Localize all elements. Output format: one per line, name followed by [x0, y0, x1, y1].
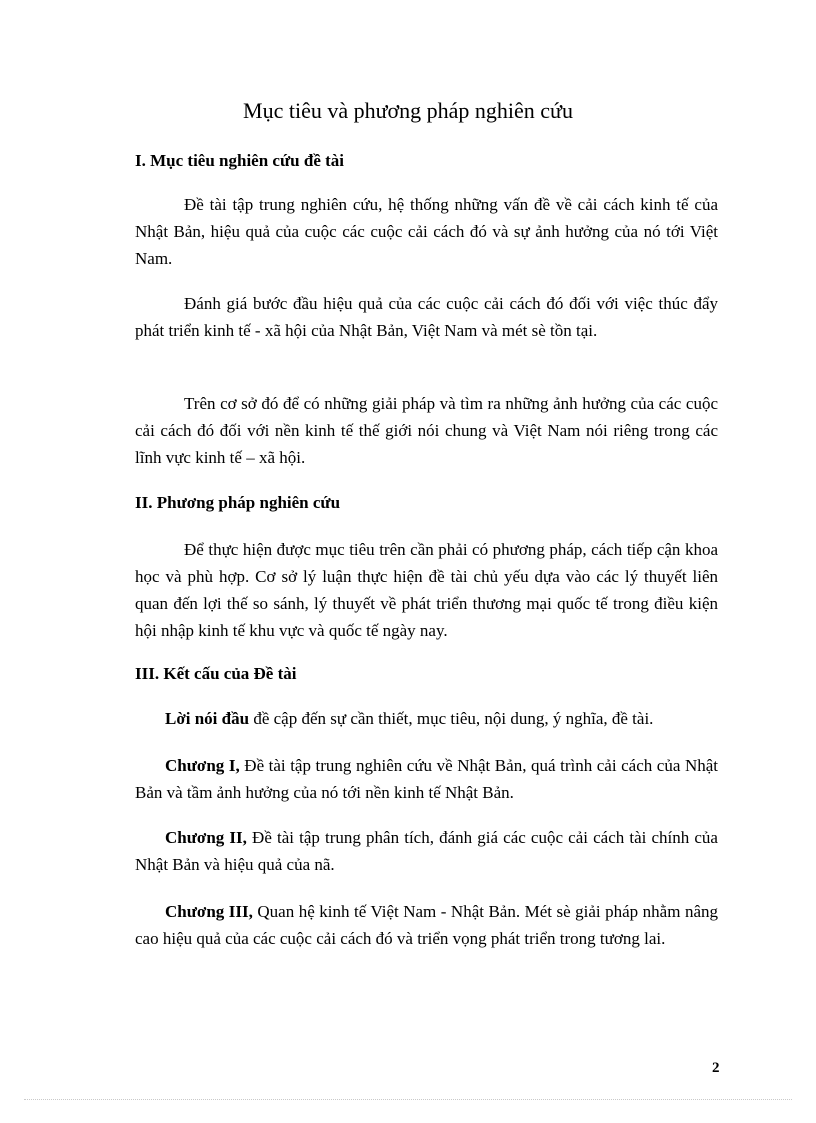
section-heading-objectives: I. Mục tiêu nghiên cứu đề tài	[135, 151, 345, 170]
structure-item-lead: Chương I,	[165, 756, 240, 775]
page-title: Mục tiêu và phương pháp nghiên cứu	[243, 98, 573, 123]
structure-item-preface	[135, 705, 718, 732]
paragraph: Trên cơ sở đó để có những giải pháp và tìm ra những ảnh hưởng của các cuộc cải cách đó đối với nền kinh tế thế giới nói chung và Việt Nam nói riêng trong các lĩnh vực kinh tế – xã hội.	[135, 394, 718, 467]
structure-item-chapter-3	[135, 898, 718, 952]
structure-item-lead: Lời nói đầu	[165, 709, 250, 728]
structure-item-text: Quan hệ kinh tế Việt Nam - Nhật Bản. Mét sè giải pháp nhằm nâng cao hiệu quả của các cuộc cải cách đó và triển vọng phát triển trong tương lai.	[135, 902, 718, 948]
structure-item-chapter-1	[135, 752, 718, 806]
page-number: 2	[712, 1060, 720, 1076]
structure-item-text: đề cập đến sự cần thiết, mục tiêu, nội dung, ý nghĩa, đề tài.	[249, 709, 654, 728]
section-heading-structure: III. Kết cấu của Đề tài	[135, 664, 297, 683]
structure-item-text: Đề tài tập trung phân tích, đánh giá các cuộc cải cách tài chính của Nhật Bản và hiệu quả của nã.	[135, 828, 718, 874]
paragraph: Để thực hiện được mục tiêu trên cần phải có phương pháp, cách tiếp cận khoa học và phù hợp. Cơ sở lý luận thực hiện đề tài chủ yếu dựa vào các lý thuyết liên quan đến lợi thế so sánh, lý thuyết về phát triển thương mại quốc tế trong điều kiện hội nhập kinh tế khu vực và quốc tế ngày nay.	[135, 540, 718, 640]
paragraph: Đề tài tập trung nghiên cứu, hệ thống những vấn đề về cải cách kinh tế của Nhật Bản, hiệu quả của cuộc các cuộc cải cách đó và sự ảnh hưởng của nó tới Việt Nam.	[135, 195, 718, 268]
section-heading-methods: II. Phương pháp nghiên cứu	[135, 493, 341, 512]
paragraph: Đánh giá bước đầu hiệu quả của các cuộc cải cách đó đối với việc thúc đẩy phát triển kinh tế - xã hội của Nhật Bản, Việt Nam và mét sè tồn tại.	[135, 294, 718, 340]
structure-item-chapter-2	[135, 824, 718, 878]
structure-item-text: Đề tài tập trung nghiên cứu về Nhật Bản, quá trình cải cách của Nhật Bản và tầm ảnh hưởng của nó tới nền kinh tế Nhật Bản.	[135, 756, 718, 802]
page-bottom-divider	[24, 1099, 792, 1100]
structure-item-lead: Chương III,	[165, 902, 253, 921]
structure-item-lead: Chương II,	[165, 828, 247, 847]
